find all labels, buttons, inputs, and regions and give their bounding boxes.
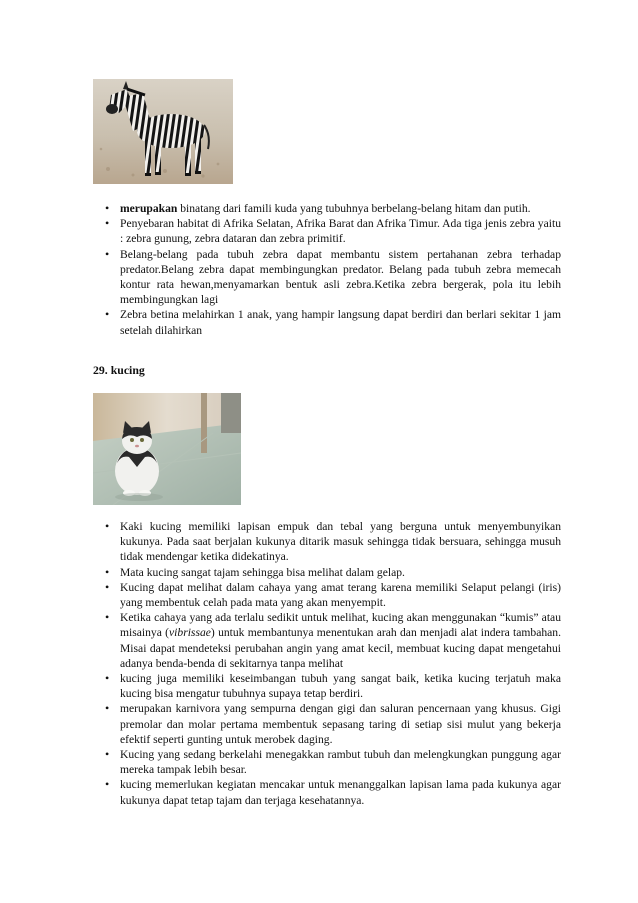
list-item: • kucing memerlukan kegiatan mencakar untuk menanggalkan lapisan lama pada kukunya agar kukunya dapat tetap tajam dan terjaga kesehatannya. xyxy=(105,777,561,807)
list-item: • kucing juga memiliki keseimbangan tubuh yang sangat baik, ketika kucing terjatuh maka kucing bisa mengatur tubuhnya supaya tetap berdiri. xyxy=(105,671,561,701)
cat-photo xyxy=(93,393,241,505)
list-item: • merupakan binatang dari famili kuda yang tubuhnya berbelang-belang hitam dan putih. xyxy=(105,201,561,216)
list-item: • Belang-belang pada tubuh zebra dapat membantu sistem pertahanan zebra terhadap predator.Belang zebra dapat membingungkan predator. Belang pada tubuh zebra memecah kontur rata hewan,menyamarkan bentuk asli zebra.Ketika zebra bergerak, pola itu lebih membingungkan lagi xyxy=(105,247,561,308)
list-item: • Kaki kucing memiliki lapisan empuk dan tebal yang berguna untuk menyembunyikan kukunya. Pada saat berjalan kukunya ditarik masuk sehingga tidak bersuara, sehingga musuh tidak mendengar ketika didekatinya. xyxy=(105,519,561,565)
list-item: • Ketika cahaya yang ada terlalu sedikit untuk melihat, kucing akan menggunakan “kumis” atau misainya (vibrissae) untuk membantunya menentukan arah dan menjadi alat indera tambahan. Misai dapat mendeteksi perubahan angin yang amat kecil, membuat kucing dapat mengetahui adanya benda-benda di sekitarnya tanpa melihat xyxy=(105,610,561,671)
list-item: • Penyebaran habitat di Afrika Selatan, Afrika Barat dan Afrika Timur. Ada tiga jenis zebra yaitu : zebra gunung, zebra dataran dan zebra primitif. xyxy=(105,216,561,246)
section-heading-kucing: 29. kucing xyxy=(93,363,145,377)
zebra-photo xyxy=(93,79,233,184)
list-item: • Zebra betina melahirkan 1 anak, yang hampir langsung dapat berdiri dan berlari sekitar 1 jam setelah dilahirkan xyxy=(105,307,561,337)
cat-photo-icon xyxy=(93,393,241,505)
zebra-bullet-list xyxy=(105,201,561,338)
list-item: • merupakan karnivora yang sempurna dengan gigi dan saluran pencernaan yang khusus. Gigi premolar dan molar pertama membentuk sepasang taring di setiap sisi mulut yang bekerja efektif seperti gunting untuk merobek daging. xyxy=(105,701,561,747)
cat-bullet-list xyxy=(105,519,561,808)
list-item: • Kucing dapat melihat dalam cahaya yang amat terang karena memiliki Selaput pelangi (iris) yang membentuk celah pada mata yang akan menyempit. xyxy=(105,580,561,610)
list-item: • Kucing yang sedang berkelahi menegakkan rambut tubuh dan melengkungkan punggung agar mereka tampak lebih besar. xyxy=(105,747,561,777)
zebra-photo-icon xyxy=(93,79,233,184)
list-item: • Mata kucing sangat tajam sehingga bisa melihat dalam gelap. xyxy=(105,565,561,580)
